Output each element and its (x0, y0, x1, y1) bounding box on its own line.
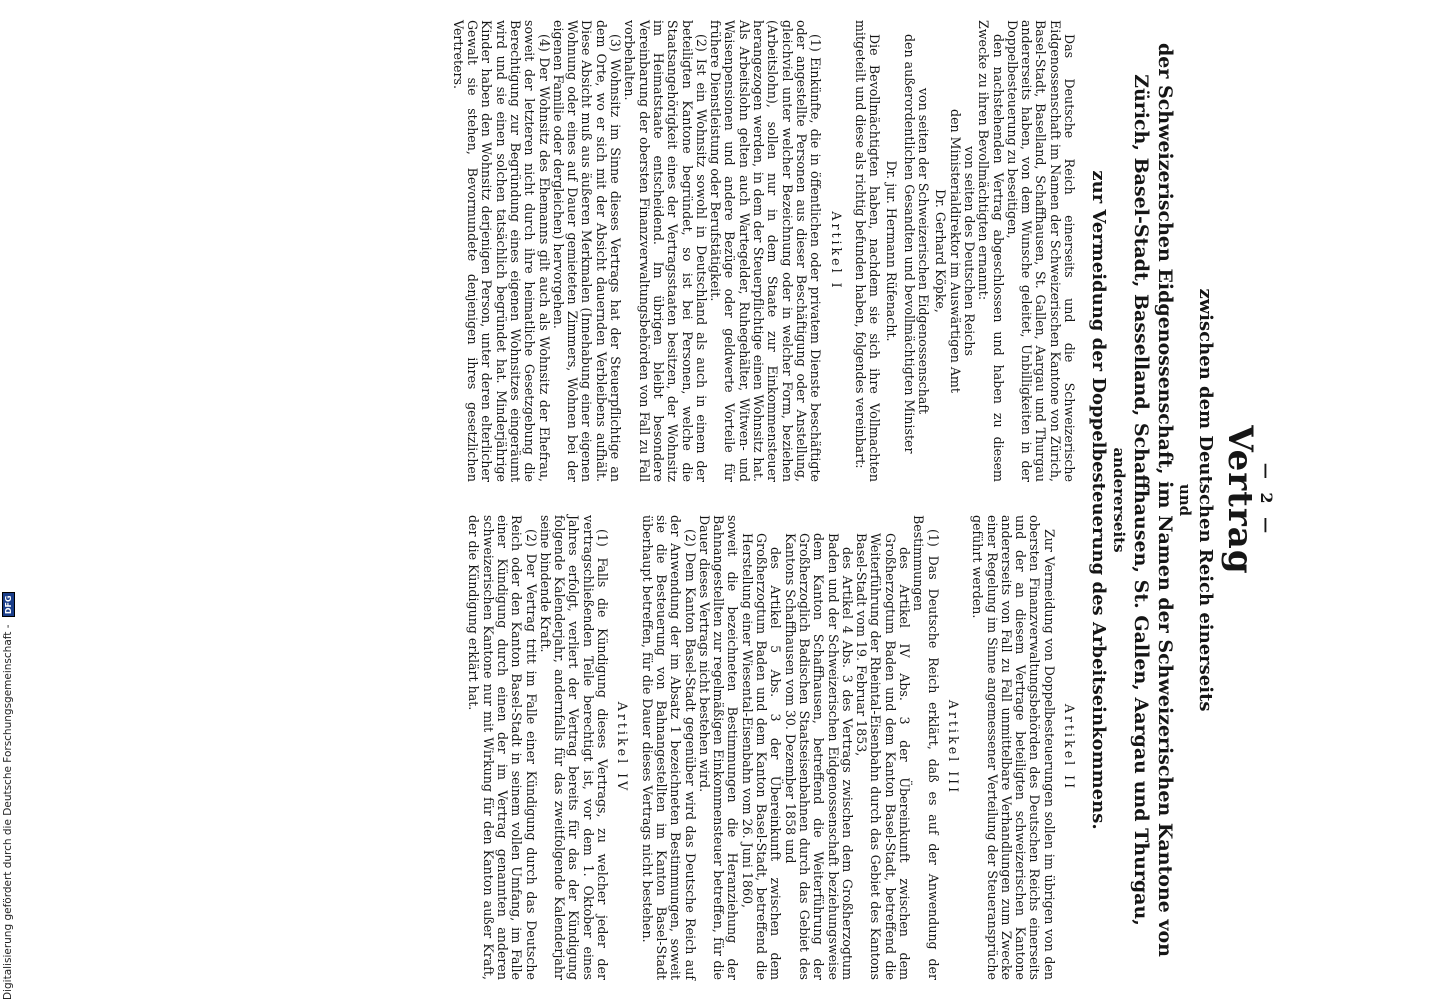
dfg-logo: DFG (2, 592, 15, 617)
paragraph: Die Bevollmächtigten haben, nachdem sie sich ihre Vollmachten mitgeteilt und diese als richtig befunden haben, folgendes vereinbart: (852, 20, 883, 482)
article-heading: Artikel IV (615, 701, 631, 794)
paragraph: des Artikel 5 Abs. 3 der Übereinkunft zwischen dem Großherzogtum Baden und dem Kanton Basel-Stadt, betreffend die Herstellung einer Wiesental-Eisenbahn vom 26. Juni 1860, (739, 533, 784, 980)
paragraph: (1) Einkünfte, die in öffentlichen oder privatem Dienste beschäftigte oder angestellte Personen aus dieser Beschäftigung oder Anstellung, gleichviel unter welcher Bezeichnung oder in welcher Form, beziehen (Arbeitslohn), sollen nur in dem Staate zur Einkommensteuer herangezogen werden, in dem der Steuerpflichtige einen Wohnsitz hat. Als Arbeitslohn gelten auch Wartegelder, Ruhegehälter, Witwen- und Waisenpensionen und andere Bezüge oder geldwerte Vorteile für frühere Dienstleistung oder Berufstätigkeit. (708, 20, 824, 482)
paragraph: den nachstehenden Vertrag abgeschlossen und haben zu diesem Zwecke zu ihren Bevollmächtigten ernannt: (976, 20, 1006, 482)
article-heading: Artikel III (945, 699, 961, 796)
paragraph: (3) Wohnsitz im Sinne dieses Vertrags hat der Steuerpflichtige an dem Orte, wo er sich mit der Absicht dauernden Verbleibens aufhält. Diese Absicht muß aus äußeren Merkmalen (Innehabung einer eigenen Wohnung oder eines auf Dauer gemieteten Zimmers, Wohnen bei der eigenen Familie oder dergleichen) hervorgehen. (550, 20, 624, 482)
signatory-name: Dr. Gerhard Köpke, (933, 189, 949, 313)
subtitle-line-5: andererseits (1110, 447, 1128, 553)
paragraph: des Artikel 4 Abs. 3 des Vertrags zwischen dem Großherzogtum Baden und der Schweizerischen Eidgenossenschaft beziehungsweise dem Kanton Schaffhausen, betreffend die Weiterführung der Großherzoglich Badischen Staatseisenbahnen durch das Gebiet des Kantons Schaffhausen vom 30. Dezember 1858 und (782, 533, 855, 980)
paragraph: den außerordentlichen Gesandten und bevollmächtigten Minister (901, 34, 917, 454)
document-title: Vertrag (1220, 425, 1260, 575)
paragraph: den Ministerialdirektor im Auswärtigen Amt (947, 109, 963, 393)
subtitle-line-4: Zürich, Basel-Stadt, Basselland, Schaffhausen, St. Gallen, Aargau und Thurgau, (1130, 74, 1152, 926)
footer-text: Digitalisierung gefördert durch die Deutsche Forschungsgemeinschaft - (2, 624, 14, 1000)
paragraph: (2) Der Vertrag tritt im Falle einer Kündigung durch das Deutsche Reich oder den Kanton Basel-Stadt in seinem vollen Umfang, im Falle einer Kündigung durch einen der im Vertrag genannten anderen schweizerischen Kantone nur mit Wirkung für den Kanton außer Kraft, der die Kündigung erklärt hat. (466, 515, 539, 980)
paragraph: (2) Dem Kanton Basel-Stadt gegenüber wird das Deutsche Reich auf der Anwendung der im Absatz 1 bezeichneten Bestimmungen, soweit sie die Besteuerung von Bahnangestellten im Kanton Basel-Stadt überhaupt betreffen, für die Dauer dieses Vertrags nicht bestehen. (639, 515, 698, 980)
paragraph: (1) Falls die Kündigung dieses Vertrags, zu welcher jeder der vertragschließenden Teile berechtigt ist, vor dem 1. Oktober eines Jahres erfolgt, verliert der Vertrag bereits für das der Kündigung folgende Kalenderjahr, andernfalls für das zweitfolgende Kalenderjahr seine bindende Kraft. (537, 515, 611, 980)
subtitle-line-1: zwischen dem Deutschen Reich einerseits (1195, 288, 1216, 712)
page-number: — 2 — (1257, 462, 1276, 538)
paragraph: (2) Ist ein Wohnsitz sowohl in Deutschland als auch in einem der beteiligten Kantone begründet, so ist bei Personen, welche die Staatsangehörigkeit eines der Vertragsstaaten besitzen, der Wohnsitz im Heimatstaate entscheidend. Im übrigen bleibt besondere Vereinbarung der obersten Finanzverwaltungsbehörden von Fall zu Fall vorbehalten. (622, 20, 709, 482)
article-heading: Artikel II (1062, 703, 1077, 792)
subtitle-line-3: der Schweizerischen Eidgenossenschaft, im Namen der Schweizerischen Kantone von (1154, 42, 1176, 957)
paragraph: von seiten der Schweizerischen Eidgenossenschaft (916, 87, 932, 415)
left-text-column (451, 20, 1076, 482)
signatory-name: Dr. jur. Hermann Rüfenacht. (884, 160, 900, 342)
paragraph: von seiten des Deutschen Reichs (961, 146, 977, 356)
rotated-document-page (80, 0, 1282, 1000)
paragraph: Das Deutsche Reich einerseits und die Schweizerische Eidgenossenschaft im Namen der Schweizerischen Kantone von Zürich, Basel-Stadt, Baselland, Schaffhausen, St. Gallen, Aargau und Thurgau andererseits haben, von dem Wunsche geleitet, Unbilligkeiten in der Doppelbesteuerung zu beseitigen, (1004, 20, 1077, 482)
paragraph: des Artikel IV Abs. 3 der Übereinkunft zwischen dem Großherzogtum Baden und dem Kanton Basel-Stadt, betreffend die Weiterführung der Rheintal-Eisenbahn durch das Gebiet des Kantons Basel-Stadt vom 19. Februar 1853, (854, 533, 913, 980)
paragraph: (1) Das Deutsche Reich erklärt, daß es auf der Anwendung der Bestimmungen (911, 515, 941, 980)
paragraph: soweit die bezeichneten Bestimmungen die Heranziehung der Bahnangestellten zur regelmäßigen Einkommensteuer betreffen, für die Dauer dieses Vertrags nicht bestehen wird. (696, 515, 741, 980)
subtitle-line-2: und (1176, 483, 1194, 517)
paragraph: (4) Der Wohnsitz des Ehemanns gilt auch als Wohnsitz der Ehefrau, soweit der letzteren nicht durch ihre heimatliche Gesetzgebung die Berechtigung zur Begründung eines eigenen Wohnsitzes eingeräumt wird und sie einen solchen tatsächlich begründet hat. Minderjährige Kinder haben den Wohnsitz derjenigen Person, unter deren elterlicher Gewalt sie stehen, Bevormundete denjenigen ihres gesetzlichen Vertreters. (450, 20, 552, 482)
digitization-footer (2, 0, 15, 1000)
right-text-column (466, 515, 1076, 980)
article-heading: Artikel I (828, 211, 844, 291)
subtitle-line-6: zur Vermeidung der Doppelbesteuerung des Arbeitseinkommens. (1088, 170, 1109, 830)
paragraph: Zur Vermeidung von Doppelbesteuerungen sollen im übrigen von den obersten Finanzverwaltungsbehörden des Deutschen Reichs einerseits und der an diesem Vertrage beteiligten schweizerischen Kantone andererseits von Fall zu Fall unmittelbare Verhandlungen zum Zwecke einer Regelung im Sinne angemessener Verteilung der Steueransprüche geführt werden. (970, 515, 1057, 980)
